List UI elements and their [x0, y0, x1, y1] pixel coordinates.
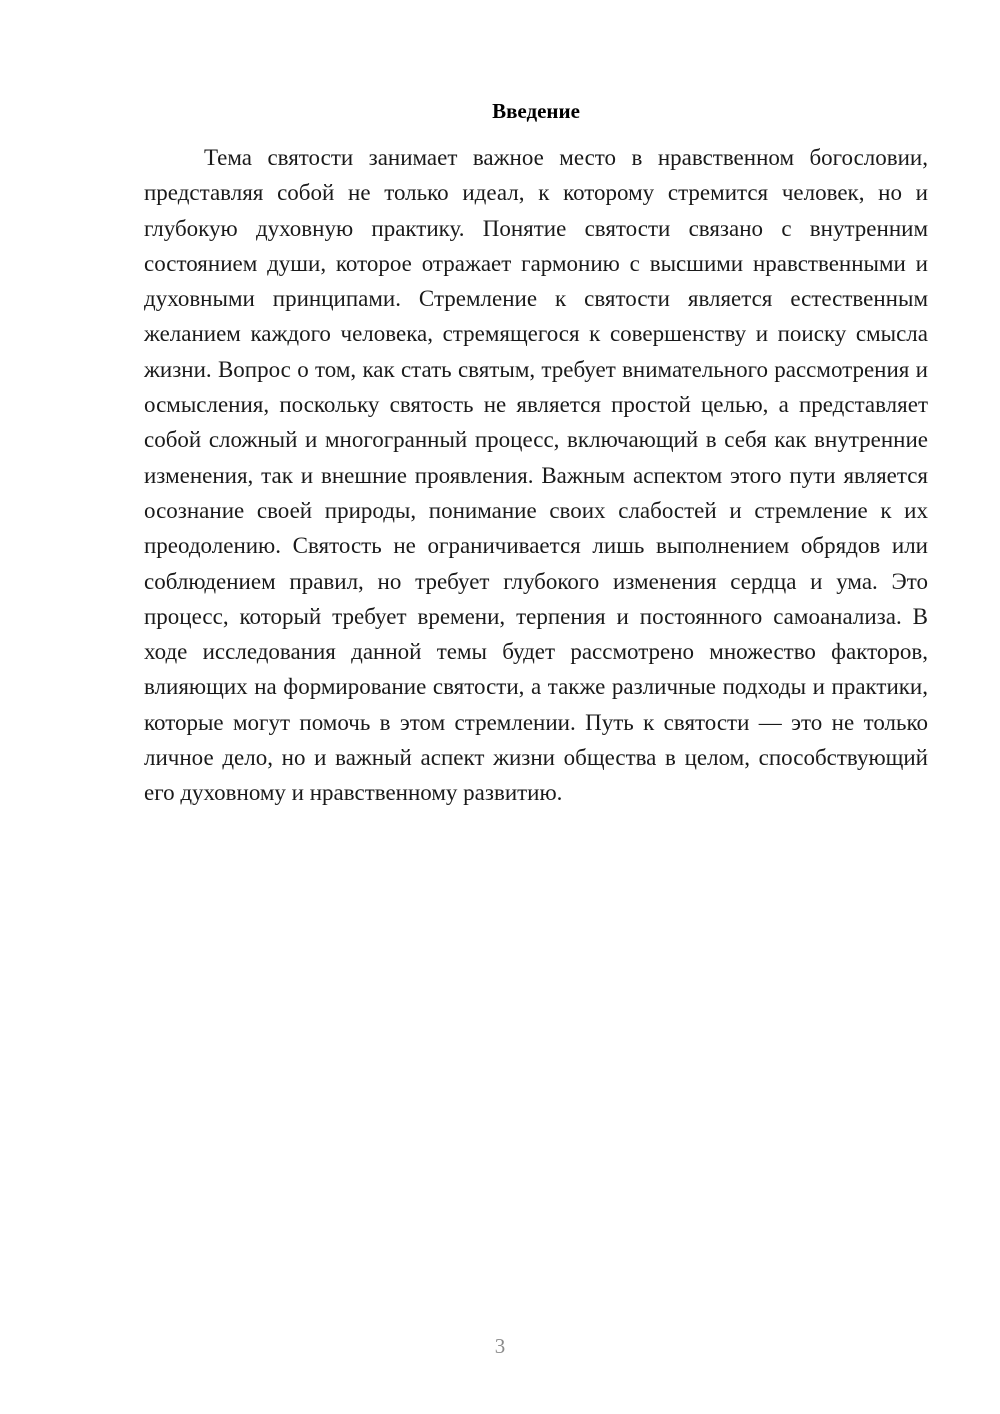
body-paragraph: Тема святости занимает важное место в нравственном богословии, представляя собой не только идеал, к которому стремится человек, но и глубокую духовную практику. Понятие святости связано с внутренним состоянием души, которое отражает гармонию с высшими нравственными и духовными принципами. Стремление к святости является естественным желанием каждого человека, стремящегося к совершенству и поиску смысла жизни. Вопрос о том, как стать святым, требует внимательного рассмотрения и осмысления, поскольку святость не является простой целью, а представляет собой сложный и многогранный процесс, включающий в себя как внутренние изменения, так и внешние проявления. Важным аспектом этого пути является осознание своей природы, понимание своих слабостей и стремление к их преодолению. Святость не ограничивается лишь выполнением обрядов или соблюдением правил, но требует глубокого изменения сердца и ума. Это процесс, который требует времени, терпения и постоянного самоанализа. В ходе исследования данной темы будет рассмотрено множество факторов, влияющих на формирование святости, а также различные подходы и практики, которые могут помочь в этом стремлении. Путь к святости — это не только личное дело, но и важный аспект жизни общества в целом, способствующий его духовному и нравственному развитию. — [144, 145, 928, 806]
page-number: 3 — [494, 1334, 506, 1358]
section-heading: Введение — [492, 99, 580, 123]
